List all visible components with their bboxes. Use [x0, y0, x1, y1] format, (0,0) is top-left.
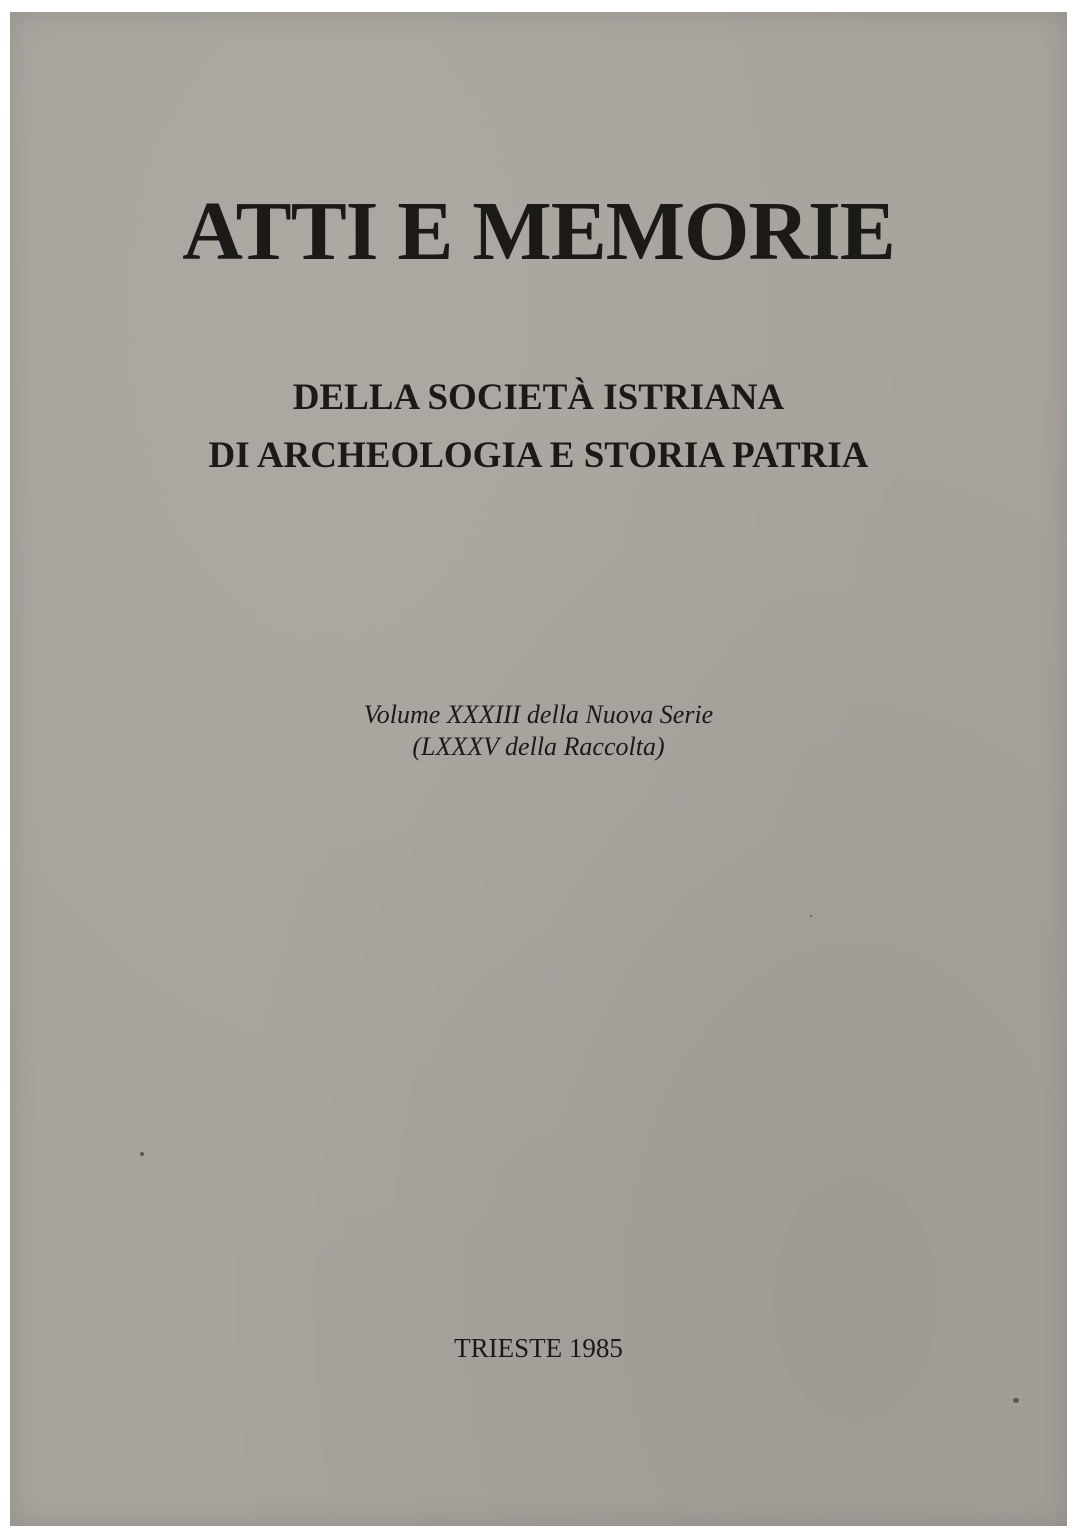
cover-title: ATTI E MEMORIE — [182, 185, 895, 278]
paper-speck — [140, 1152, 144, 1156]
volume-line: Volume XXXIII della Nuova Serie — [363, 700, 714, 729]
society-name-line-1: DELLA SOCIETÀ ISTRIANA — [292, 377, 785, 418]
raccolta-line: (LXXXV della Raccolta) — [412, 732, 665, 761]
paper-speck — [1013, 1398, 1019, 1403]
place-and-year: TRIESTE 1985 — [454, 1333, 623, 1363]
book-cover — [10, 12, 1067, 1526]
paper-speck — [810, 915, 812, 917]
society-name-line-2: DI ARCHEOLOGIA E STORIA PATRIA — [208, 435, 869, 476]
